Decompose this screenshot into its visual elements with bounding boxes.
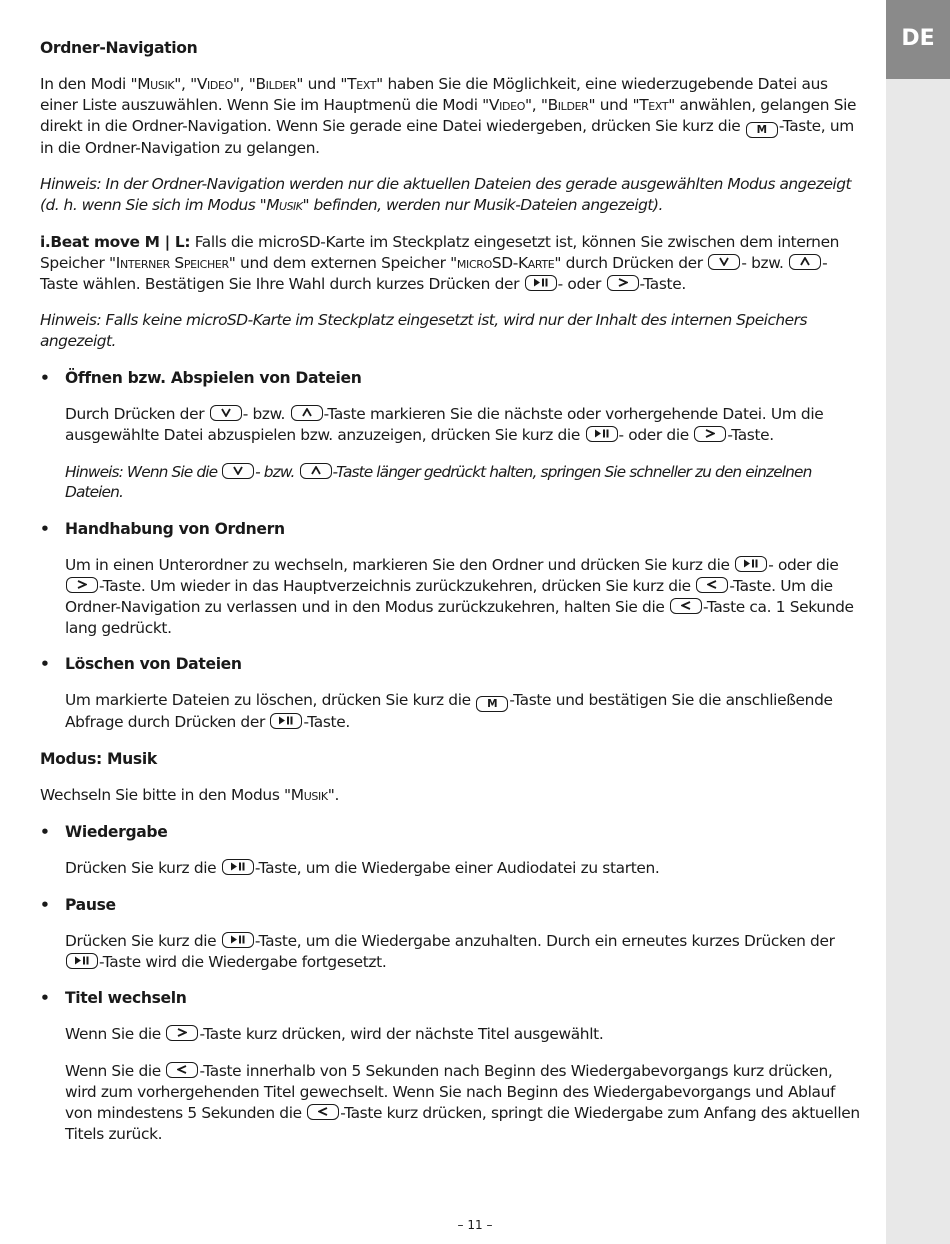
mode-name: Musik [137,75,175,93]
page-number: – 11 – [457,1218,493,1232]
text: ", " [174,75,197,93]
paragraph-ibeat [40,232,860,294]
text: - oder die [768,556,839,575]
bullet-change-track [40,988,860,1144]
text: " und " [588,95,640,114]
text: - bzw. [741,253,789,272]
text: -Taste länger gedrückt halten, springen Sie schneller zu den einzelnen Dateien. [65,462,812,502]
paragraph [65,1024,860,1045]
play-pause-button-icon [586,426,618,442]
bullet-title: Öffnen bzw. Abspielen von Dateien [65,368,362,387]
text: Hinweis: Wenn Sie die [65,462,222,481]
up-button-icon [789,254,821,270]
text: -Taste, um in die Ordner-Navigation zu gelangen. [40,116,854,157]
previous-button-icon [670,598,702,614]
m-button-icon: M [746,122,778,138]
note-no-microsd: Hinweis: Falls keine microSD-Karte im Steckplatz eingesetzt ist, wird nur der Inhalt des internen Speichers angezeigt. [40,311,807,351]
text: " und dem externen Speicher " [228,253,457,272]
bullet-pause [40,895,860,973]
text: ". [327,786,340,805]
play-pause-button-icon [525,275,557,291]
text: Um in einen Unterordner zu wechseln, markieren Sie den Ordner und drücken Sie kurz die [65,556,735,575]
text: Drücken Sie kurz die [65,931,221,950]
text: " befinden, werden nur Musik-Dateien angezeigt). [302,196,663,215]
play-pause-button-icon [270,713,302,729]
paragraph [65,404,860,446]
next-button-icon [166,1025,198,1041]
play-pause-button-icon [735,556,767,572]
text: In den Modi " [40,75,138,93]
paragraph-switch-mode [40,785,860,806]
storage-name: Karte [518,253,555,272]
mode-name: Musik [290,786,328,805]
mode-name: Video [196,75,233,93]
paragraph [65,931,860,973]
mode-name: Text [347,75,377,93]
text: - oder die [618,425,694,444]
section-title-modus-musik: Modus: Musik [40,750,157,769]
text: Wechseln Sie bitte in den Modus " [40,786,291,805]
mode-name: Video [488,95,526,114]
text: -Taste markieren Sie die nächste oder vorhergehende Datei. Um die ausgewählte Datei abzuspielen bzw. anzuzeigen, drücken Sie kurz die [65,404,824,444]
bullet-icon: • [40,989,50,1008]
bullet-icon: • [40,520,50,539]
text: Falls die microSD-Karte im Steckplatz eingesetzt ist, können Sie zwischen dem internen Speicher " [40,232,840,272]
text: ", " [525,95,548,114]
bullet-title: Handhabung von Ordnern [65,520,285,539]
paragraph [65,1061,860,1144]
text: ", " [232,75,256,93]
language-tab-label: DE [901,26,935,52]
mode-name: Musik [266,196,303,215]
text: -Taste. Um die Ordner-Navigation zu verlassen und in den Modus zurückzukehren, halten Sie die [65,576,833,616]
text: -Taste und bestätigen Sie die anschließende Abfrage durch Drücken der [65,691,833,732]
text: -Taste. [639,274,686,293]
side-margin-band [886,0,950,1244]
paragraph [65,690,860,733]
play-pause-button-icon [222,932,254,948]
text: -Taste. Um wieder in das Hauptverzeichnis zurückzukehren, drücken Sie kurz die [99,576,696,595]
next-button-icon [66,577,98,593]
bullet-folders [40,519,860,638]
storage-name: Interner Speicher [115,253,229,272]
mode-name: Bilder [255,75,297,93]
bullet-title: Wiedergabe [65,822,168,841]
text: -Taste, um die Wiedergabe anzuhalten. Durch ein erneutes kurzes Drücken der [254,931,835,950]
text: -Taste wird die Wiedergabe fortgesetzt. [99,952,387,971]
bullet-playback [40,822,860,879]
up-button-icon [291,405,323,421]
bullet-title: Pause [65,895,116,914]
text: - bzw. [255,462,299,481]
text: -Taste. [727,425,774,444]
mode-name: Bilder [547,95,589,114]
text: -Taste kurz drücken, springt die Wiedergabe zum Anfang des aktuellen Titels zurück. [65,1103,860,1143]
paragraph-intro [40,74,860,158]
text: " durch Drücken der [554,253,708,272]
bullet-title: Titel wechseln [65,989,187,1008]
text: -Taste kurz drücken, wird der nächste Titel ausgewählt. [199,1025,604,1044]
bullet-title: Löschen von Dateien [65,655,242,674]
note-mode-files [40,174,860,216]
text: Drücken Sie kurz die [65,858,221,877]
text: -Taste ca. 1 Sekunde lang gedrückt. [65,597,854,637]
text: " haben Sie die Möglichkeit, eine wiederzugebende Datei aus einer Liste auszuwählen. Wenn Sie im Hauptmenü die Modi " [40,75,828,114]
text: - oder [557,274,606,293]
next-button-icon [607,275,639,291]
bullet-delete-files [40,654,860,733]
bullet-icon: • [40,822,50,841]
text: -Taste wählen. Bestätigen Sie Ihre Wahl durch kurzes Drücken der [40,253,828,293]
m-button-icon: M [476,696,508,712]
manual-content [40,38,860,1160]
down-button-icon [708,254,740,270]
text: - bzw. [242,404,290,423]
section-title-ordner-navigation: Ordner-Navigation [40,39,198,57]
previous-button-icon [307,1104,339,1120]
play-pause-button-icon [222,859,254,875]
paragraph [65,555,860,638]
down-button-icon [210,405,242,421]
down-button-icon [222,463,254,479]
play-pause-button-icon [66,953,98,969]
next-button-icon [694,426,726,442]
text: " und " [296,75,348,93]
paragraph [65,858,860,879]
bullet-icon: • [40,655,50,674]
note-hold-keys [65,462,860,504]
up-button-icon [300,463,332,479]
text: Wenn Sie die [65,1062,166,1081]
bullet-icon: • [40,368,50,387]
model-label: i.Beat move M | L: [40,232,191,251]
language-tab [886,0,950,79]
text: " anwählen, gelangen Sie direkt in die Ordner-Navigation. Wenn Sie gerade eine Datei wiedergeben, drücken Sie kurz die [40,95,857,135]
text: -Taste, um die Wiedergabe einer Audiodatei zu starten. [254,858,660,877]
previous-button-icon [696,577,728,593]
bullet-icon: • [40,895,50,914]
previous-button-icon [166,1062,198,1078]
bullet-open-files [40,368,860,503]
text: Durch Drücken der [65,404,209,423]
text: Wenn Sie die [65,1025,166,1044]
storage-name: SD- [491,253,518,272]
text: -Taste innerhalb von 5 Sekunden nach Beginn des Wiedergabevorgangs kurz drücken, wird zum vorhergehenden Titel gewechselt. Wenn Sie nach Beginn des Wiedergabevorgangs und Ablauf von mindestens 5 Sekunden die [65,1062,836,1122]
mode-name: Text [639,95,669,114]
text: Hinweis: In der Ordner-Navigation werden nur die aktuellen Dateien des gerade ausgewählten Modus angezeigt (d. h. wenn Sie sich im Modus " [40,175,852,215]
storage-name: micro [456,253,492,272]
text: Um markierte Dateien zu löschen, drücken Sie kurz die [65,691,476,710]
text: -Taste. [303,713,350,732]
